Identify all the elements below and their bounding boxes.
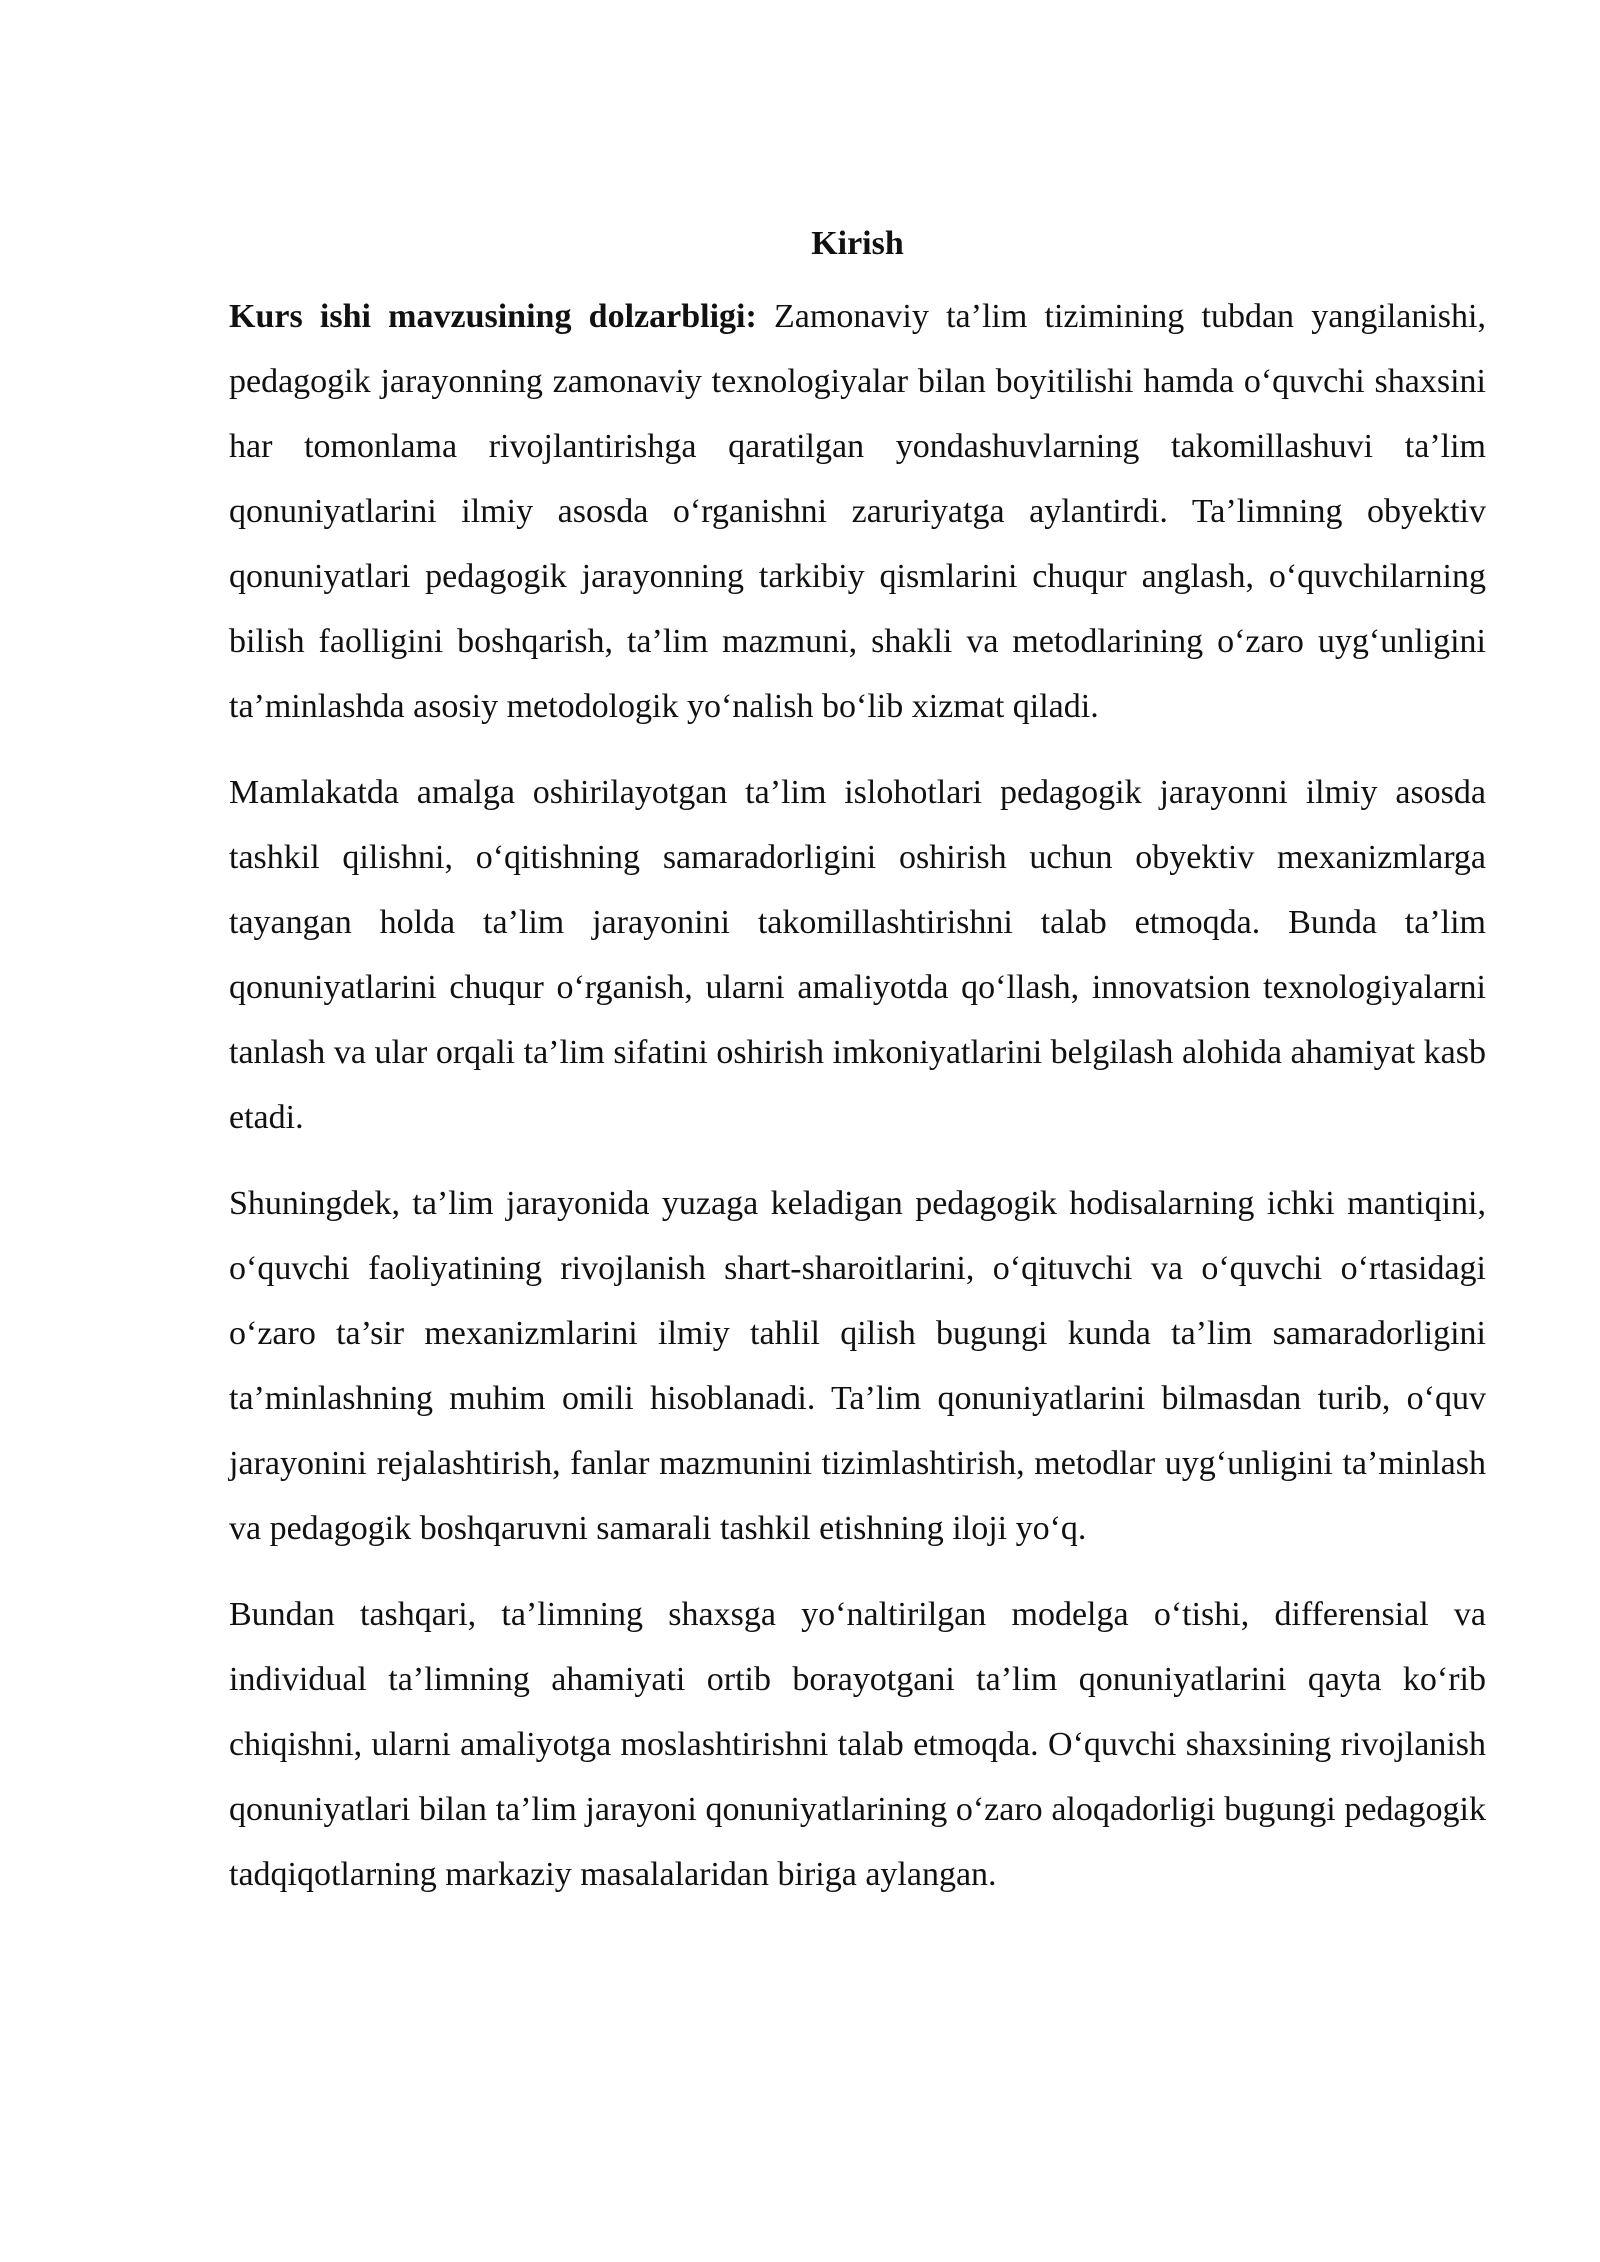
- document-body: [229, 214, 1486, 1928]
- page-title: Kirish: [811, 225, 904, 262]
- paragraph-3: [229, 1171, 1486, 1561]
- paragraph-4: [229, 1582, 1486, 1907]
- paragraph-text: Mamlakatda amalga oshirilayotgan ta’lim islohotlari pedagogik jarayonni ilmiy asosda tashkil qilishni, o‘qitishning samaradorligini oshirish uchun obyektiv mexanizmlarga tayangan holda ta’lim jarayonini takomillashtirishni talab etmoqda. Bunda ta’lim qonuniyatlarini chuqur o‘rganish, ularni amaliyotda qo‘llash, innovatsion texnologiyalarni tanlash va ular orqali ta’lim sifatini oshirish imkoniyatlarini belgilash alohida ahamiyat kasb etadi.: [229, 774, 1486, 1136]
- paragraph-text: Zamonaviy ta’lim tizimining tubdan yangilanishi, pedagogik jarayonning zamonaviy texnologiyalar bilan boyitilishi hamda o‘quvchi shaxsini har tomonlama rivojlantirishga qaratilgan yondashuvlarning takomillashuvi ta’lim qonuniyatlarini ilmiy asosda o‘rganishni zaruriyatga aylantirdi. Ta’limning obyektiv qonuniyatlari pedagogik jarayonning tarkibiy qismlarini chuqur anglash, o‘quvchilarning bilish faolligini boshqarish, ta’lim mazmuni, shakli va metodlarining o‘zaro uyg‘unligini ta’minlashda asosiy metodologik yo‘nalish bo‘lib xizmat qiladi.: [229, 298, 1486, 725]
- paragraph-2: [229, 760, 1486, 1150]
- paragraph-1: [229, 284, 1486, 739]
- paragraph-lead: Kurs ishi mavzusining dolzarbligi:: [229, 298, 757, 335]
- paragraph-text: Shuningdek, ta’lim jarayonida yuzaga keladigan pedagogik hodisalarning ichki mantiqini, o‘quvchi faoliyatining rivojlanish shart-sharoitlarini, o‘qituvchi va o‘quvchi o‘rtasidagi o‘zaro ta’sir mexanizmlarini ilmiy tahlil qilish bugungi kunda ta’lim samaradorligini ta’minlashning muhim omili hisoblanadi. Ta’lim qonuniyatlarini bilmasdan turib, o‘quv jarayonini rejalashtirish, fanlar mazmunini tizimlashtirish, metodlar uyg‘unligini ta’minlash va pedagogik boshqaruvni samarali tashkil etishning iloji yo‘q.: [229, 1185, 1486, 1547]
- paragraph-text: Bundan tashqari, ta’limning shaxsga yo‘naltirilgan modelga o‘tishi, differensial va individual ta’limning ahamiyati ortib borayotgani ta’lim qonuniyatlarini qayta ko‘rib chiqishni, ularni amaliyotga moslashtirishni talab etmoqda. O‘quvchi shaxsining rivojlanish qonuniyatlari bilan ta’lim jarayoni qonuniyatlarining o‘zaro aloqadorligi bugungi pedagogik tadqiqotlarning markaziy masalalaridan biriga aylangan.: [229, 1596, 1486, 1893]
